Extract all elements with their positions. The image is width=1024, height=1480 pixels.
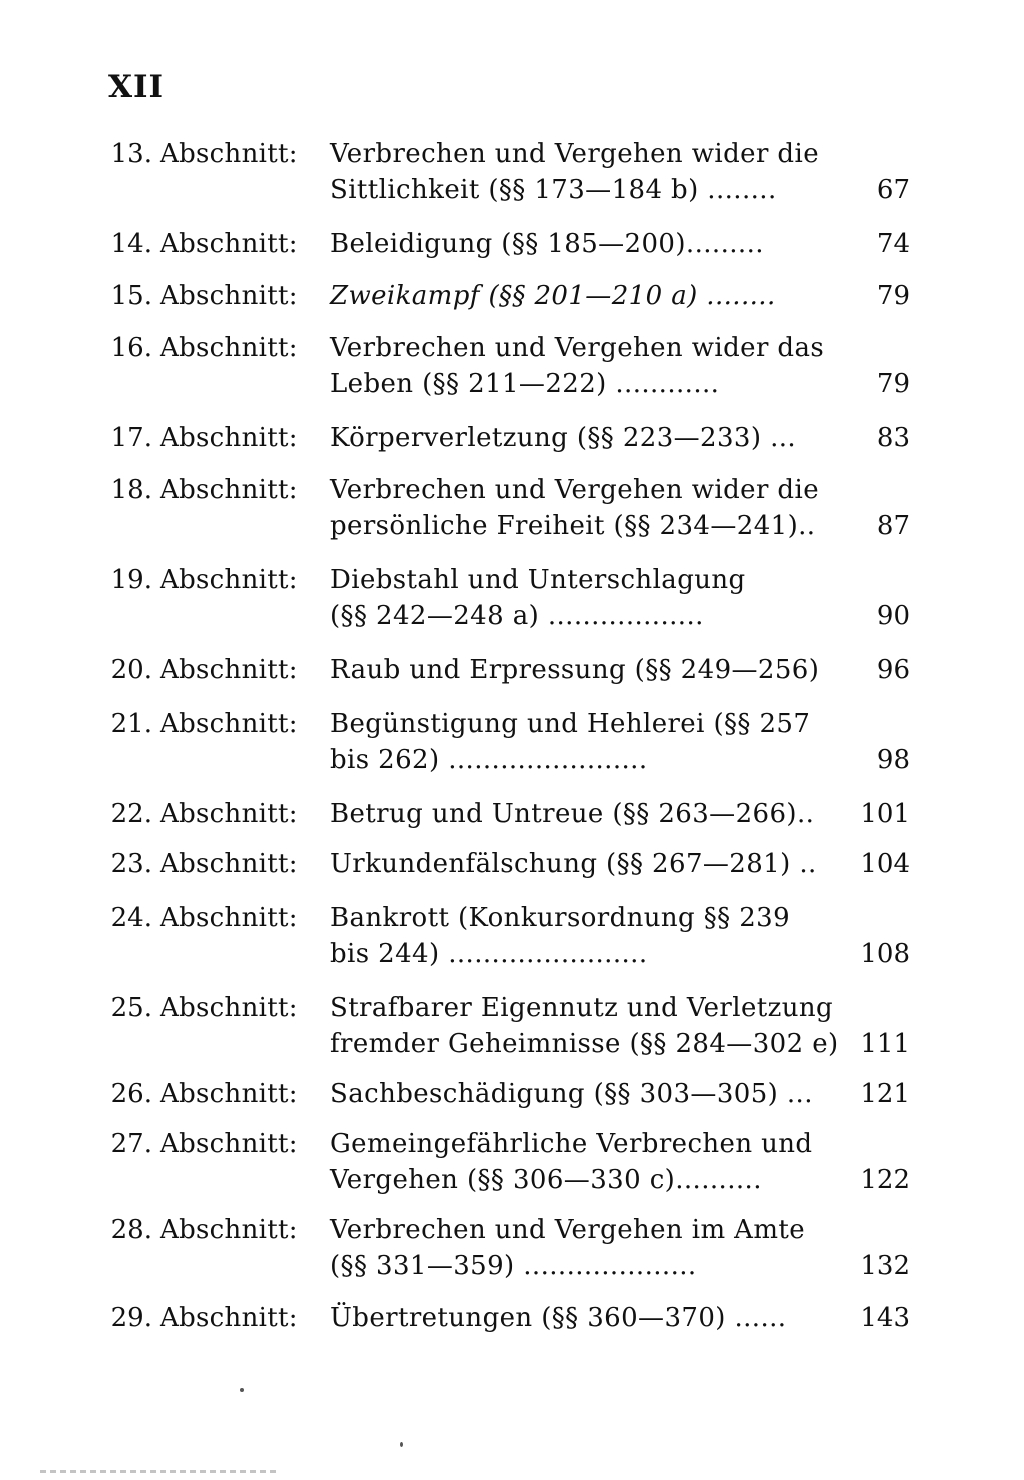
entry-title-continued: bis 244) ....................... xyxy=(330,939,648,969)
entry-title: Verbrechen und Vergehen im Amte xyxy=(330,1215,806,1245)
section-label: Abschnitt: xyxy=(160,1129,298,1159)
scan-edge-marks xyxy=(40,1470,280,1473)
entry-title: Diebstahl und Unterschlagung xyxy=(330,565,746,595)
page-reference: 90 xyxy=(876,601,910,631)
section-label: Abschnitt: xyxy=(160,475,298,505)
section-number: 24. xyxy=(110,903,152,933)
page-reference: 108 xyxy=(860,939,910,969)
section-number: 17. xyxy=(110,423,152,453)
section-number: 25. xyxy=(110,993,152,1023)
section-label: Abschnitt: xyxy=(160,1079,298,1109)
section-label: Abschnitt: xyxy=(160,709,298,739)
page-reference: 104 xyxy=(860,849,910,879)
entry-title: Sachbeschädigung (§§ 303—305) ... xyxy=(330,1079,813,1109)
entry-title: Raub und Erpressung (§§ 249—256) xyxy=(330,655,820,685)
entry-title: Bankrott (Konkursordnung §§ 239 xyxy=(330,903,791,933)
section-number: 16. xyxy=(110,333,152,363)
section-label: Abschnitt: xyxy=(160,423,298,453)
entry-title-continued: fremder Geheimnisse (§§ 284—302 e) xyxy=(330,1029,839,1059)
entry-title-continued: Leben (§§ 211—222) ............ xyxy=(330,369,720,399)
section-number: 15. xyxy=(110,281,152,311)
section-label: Abschnitt: xyxy=(160,993,298,1023)
section-label: Abschnitt: xyxy=(160,333,298,363)
page-reference: 122 xyxy=(860,1165,910,1195)
page-reference: 143 xyxy=(860,1303,910,1333)
page-reference: 79 xyxy=(876,369,910,399)
entry-title: Zweikampf (§§ 201—210 a) ........ xyxy=(330,281,776,311)
section-number: 23. xyxy=(110,849,152,879)
section-number: 28. xyxy=(110,1215,152,1245)
print-speck xyxy=(240,1388,244,1392)
section-number: 22. xyxy=(110,799,152,829)
section-number: 29. xyxy=(110,1303,152,1333)
page-reference: 87 xyxy=(876,511,910,541)
section-label: Abschnitt: xyxy=(160,139,298,169)
entry-title-continued: Vergehen (§§ 306—330 c).......... xyxy=(330,1165,762,1195)
section-label: Abschnitt: xyxy=(160,1215,298,1245)
section-number: 19. xyxy=(110,565,152,595)
section-number: 27. xyxy=(110,1129,152,1159)
page-reference: 132 xyxy=(860,1251,910,1281)
section-label: Abschnitt: xyxy=(160,655,298,685)
page-reference: 74 xyxy=(876,229,910,259)
page-reference: 83 xyxy=(876,423,910,453)
entry-title: Betrug und Untreue (§§ 263—266).. xyxy=(330,799,815,829)
entry-title: Übertretungen (§§ 360—370) ...... xyxy=(330,1303,787,1333)
section-label: Abschnitt: xyxy=(160,849,298,879)
section-label: Abschnitt: xyxy=(160,799,298,829)
entry-title: Gemeingefährliche Verbrechen und xyxy=(330,1129,813,1159)
page-reference: 79 xyxy=(876,281,910,311)
entry-title: Verbrechen und Vergehen wider das xyxy=(330,333,825,363)
entry-title: Beleidigung (§§ 185—200)......... xyxy=(330,229,764,259)
entry-title: Begünstigung und Hehlerei (§§ 257 xyxy=(330,709,811,739)
entry-title-continued: Sittlichkeit (§§ 173—184 b) ........ xyxy=(330,175,777,205)
section-number: 18. xyxy=(110,475,152,505)
section-number: 26. xyxy=(110,1079,152,1109)
section-label: Abschnitt: xyxy=(160,903,298,933)
section-number: 20. xyxy=(110,655,152,685)
section-number: 21. xyxy=(110,709,152,739)
entry-title: Strafbarer Eigennutz und Verletzung xyxy=(330,993,834,1023)
section-number: 14. xyxy=(110,229,152,259)
section-label: Abschnitt: xyxy=(160,1303,298,1333)
entry-title-continued: (§§ 242—248 a) .................. xyxy=(330,601,704,631)
entry-title: Körperverletzung (§§ 223—233) ... xyxy=(330,423,797,453)
page-reference: 121 xyxy=(860,1079,910,1109)
page-reference: 111 xyxy=(860,1029,910,1059)
page-reference: 101 xyxy=(860,799,910,829)
entry-title: Verbrechen und Vergehen wider die xyxy=(330,475,819,505)
page-number: XII xyxy=(108,69,165,105)
entry-title: Verbrechen und Vergehen wider die xyxy=(330,139,819,169)
page-reference: 67 xyxy=(876,175,910,205)
section-label: Abschnitt: xyxy=(160,565,298,595)
entry-title-continued: (§§ 331—359) .................... xyxy=(330,1251,697,1281)
page-reference: 96 xyxy=(876,655,910,685)
section-label: Abschnitt: xyxy=(160,229,298,259)
section-label: Abschnitt: xyxy=(160,281,298,311)
section-number: 13. xyxy=(110,139,152,169)
entry-title: Urkundenfälschung (§§ 267—281) .. xyxy=(330,849,817,879)
page-reference: 98 xyxy=(876,745,910,775)
entry-title-continued: persönliche Freiheit (§§ 234—241).. xyxy=(330,511,816,541)
print-speck xyxy=(400,1442,403,1447)
entry-title-continued: bis 262) ....................... xyxy=(330,745,648,775)
